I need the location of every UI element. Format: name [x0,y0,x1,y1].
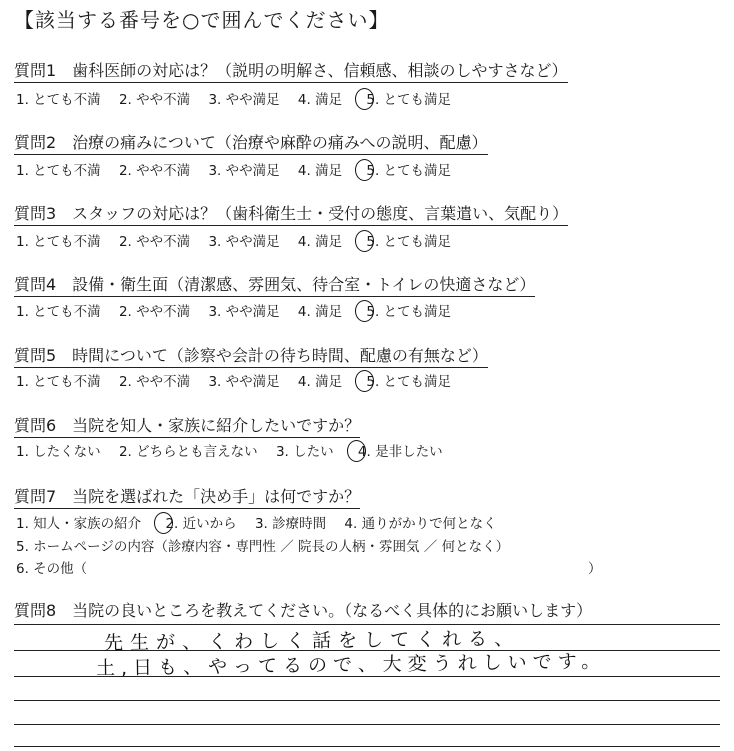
q1-option-5-circled[interactable] [360,88,451,108]
q6-option-4-circled[interactable] [352,440,443,460]
q7-option-2-label: 2. 近いから [165,516,237,532]
question-3-options [16,230,465,250]
q5-option-4[interactable]: 4. 満足 [297,374,343,390]
q5-option-5-label: 5. とても満足 [366,374,452,390]
q2-option-5-circled[interactable] [360,159,451,179]
question-6-label: 質問6 当院を知人・家族に紹介したいですか？ [14,413,360,438]
q3-option-4[interactable]: 4. 満足 [297,234,343,250]
q1-option-5-label: 5. とても満足 [366,92,452,108]
q5-option-1[interactable]: 1. とても不満 [16,374,101,390]
question-2-label: 質問2 治療の痛みについて（治療や麻酔の痛みへの説明、配慮） [14,130,488,155]
q6-option-4-label: 4. 是非したい [357,444,443,460]
q5-option-2[interactable]: 2. やや不満 [118,374,191,390]
q1-option-1[interactable]: 1. とても不満 [16,92,101,108]
q4-option-5-circled[interactable] [360,300,451,320]
q7-option-3[interactable]: 3. 診療時間 [254,516,327,532]
handwritten-answer-line-2: 土,日も、やってるので、大変うれしいです。 [95,650,607,680]
q4-option-5-label: 5. とても満足 [366,304,452,320]
q2-option-5-label: 5. とても満足 [366,163,452,179]
answer-line-4-rule [14,700,720,701]
q5-option-3[interactable]: 3. やや満足 [208,374,280,390]
q5-option-5-circled[interactable] [360,370,451,390]
q4-option-2[interactable]: 2. やや不満 [118,304,191,320]
question-1-options [16,88,465,108]
question-8-label: 質問8 当院の良いところを教えてください。（なるべく具体的にお願いします） [14,601,593,620]
form-title: 【該当する番号を○で囲んでください】 [14,8,390,32]
q7-option-1[interactable]: 1. 知人・家族の紹介 [16,516,142,532]
question-4-label: 質問4 設備・衛生面（清潔感、雰囲気、待合室・トイレの快適さなど） [14,272,535,297]
question-6-options [16,440,457,460]
q1-option-4[interactable]: 4. 満足 [297,92,343,108]
q7-option-4[interactable]: 4. 通りがかりで何となく [344,516,497,532]
question-5-options [16,370,465,390]
q3-option-5-circled[interactable] [360,230,451,250]
q1-option-2[interactable]: 2. やや不満 [118,92,191,108]
q6-option-1[interactable]: 1. したくない [16,444,101,460]
q3-option-1[interactable]: 1. とても不満 [16,234,101,250]
q3-option-2[interactable]: 2. やや不満 [118,234,191,250]
q2-option-4[interactable]: 4. 満足 [297,163,343,179]
q3-option-5-label: 5. とても満足 [366,234,452,250]
q1-option-3[interactable]: 3. やや満足 [208,92,280,108]
question-7-options-row1 [16,512,511,532]
q7-option-2-circled[interactable] [159,512,236,532]
q2-option-3[interactable]: 3. やや満足 [208,163,280,179]
q6-option-3[interactable]: 3. したい [275,444,334,460]
question-5-label: 質問5 時間について（診察や会計の待ち時間、配慮の有無など） [14,343,488,368]
answer-line-5-rule [14,724,720,725]
q7-other-close-paren: ） [588,561,602,577]
q7-option-5[interactable]: 5. ホームページの内容（診療内容・専門性 ／ 院長の人柄・雰囲気 ／ 何となく） [16,539,510,555]
question-4-options [16,300,465,320]
q2-option-2[interactable]: 2. やや不満 [118,163,191,179]
handwritten-answer-line-1: 先生が、くわしく話をしてくれる、 [103,627,521,655]
q4-option-4[interactable]: 4. 満足 [297,304,343,320]
q7-option-6[interactable]: 6. その他（ [16,561,88,577]
q3-option-3[interactable]: 3. やや満足 [208,234,280,250]
q4-option-3[interactable]: 3. やや満足 [208,304,280,320]
question-3-label: 質問3 スタッフの対応は？（歯科衛生士・受付の態度、言葉遣い、気配り） [14,201,568,226]
question-2-options [16,159,465,179]
question-7-label: 質問7 当院を選ばれた「決め手」は何ですか？ [14,484,360,509]
q6-option-2[interactable]: 2. どちらとも言えない [118,444,258,460]
q2-option-1[interactable]: 1. とても不満 [16,163,101,179]
q4-option-1[interactable]: 1. とても不満 [16,304,101,320]
answer-line-6-rule [14,746,720,747]
question-1-label: 質問1 歯科医師の対応は？（説明の明解さ、信頼感、相談のしやすさなど） [14,58,568,83]
